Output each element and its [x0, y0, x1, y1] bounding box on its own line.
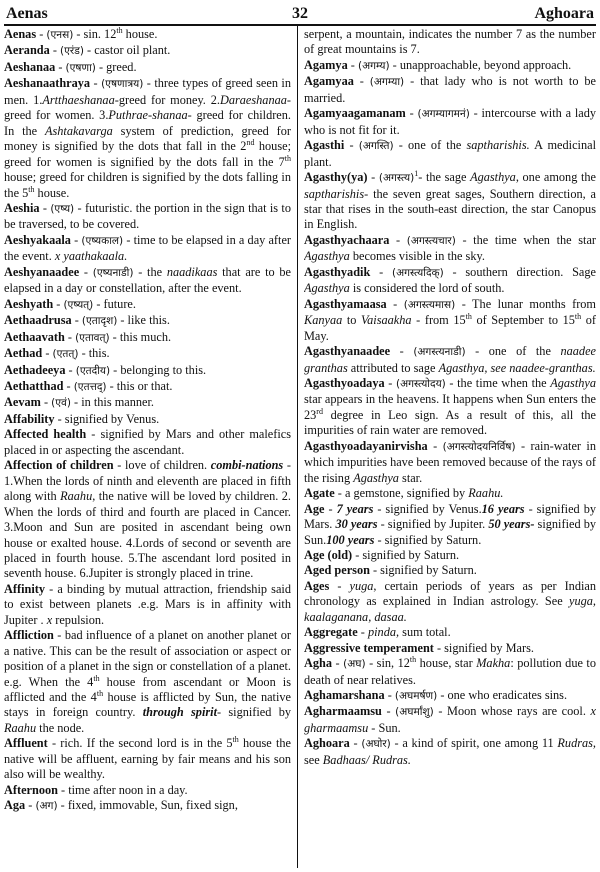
- dictionary-entry: [4, 363, 291, 379]
- devanagari-term: (एतदीय): [75, 364, 111, 377]
- dictionary-entry: [304, 376, 596, 439]
- dictionary-entry: [4, 330, 291, 346]
- entry-headword: Affinity: [4, 581, 45, 596]
- entry-headword: Aenas: [4, 27, 37, 41]
- entry-headword: Agasthi: [304, 138, 345, 153]
- dictionary-entry: [4, 43, 291, 59]
- entry-text: - intercourse with a lady who is not fit for it.: [304, 106, 596, 137]
- entry-text: - belonging to this.: [110, 362, 207, 377]
- entry-text: 100 years: [326, 532, 375, 547]
- dictionary-entry: [304, 74, 596, 106]
- entry-text: - rich. If the second lord is in the 5: [47, 736, 233, 751]
- dictionary-entry: [4, 76, 291, 201]
- entry-text: - this much.: [109, 329, 172, 344]
- entry-text: Rudras,: [557, 736, 596, 751]
- devanagari-term: (अगस्त्योदयनिर्विष): [442, 440, 516, 453]
- entry-text: - that lady who is not worth to be married.: [304, 74, 596, 105]
- entry-text: -: [70, 232, 82, 247]
- entry-headword: Aethatthad: [4, 378, 64, 393]
- entry-text: house is afflicted by Sun, the native stays in foreign country.: [4, 690, 291, 720]
- entry-text: system of prediction, greed for money is signified by the dots that fall in the 2: [4, 123, 291, 154]
- devanagari-term: (अगम्य): [357, 59, 390, 72]
- dictionary-entry: [304, 58, 596, 74]
- entry-text: Kanyaa: [304, 313, 343, 328]
- devanagari-term: (अगस्ति): [358, 140, 394, 153]
- entry-text: th: [284, 153, 291, 163]
- entry-text: - from 15: [411, 313, 466, 328]
- entry-text: naadikaas: [166, 264, 218, 279]
- entry-headword: Aeshanaa: [4, 59, 56, 74]
- entry-text: -: [71, 313, 82, 328]
- entry-text: - rain-water in which impurities have been removed because of the rays of the rising: [304, 438, 596, 485]
- entry-text: - 1.When the lords of ninth and eleventh are placed in fifth along with: [4, 458, 291, 504]
- entry-text: -: [64, 329, 76, 344]
- entry-text: Makha: [476, 656, 511, 671]
- entry-text: yuga, kaalaganana, dasaa.: [304, 594, 596, 624]
- entry-headword: Agasthyoadaya: [304, 375, 385, 390]
- entry-headword: Affection of children: [4, 458, 114, 473]
- entry-text: -: [353, 74, 370, 89]
- entry-text: : pollution due to death of near relatives.: [304, 656, 596, 687]
- entry-text: -: [389, 232, 407, 247]
- page-number: 32: [292, 5, 308, 22]
- dictionary-entry: [4, 346, 291, 362]
- entry-headword: Agasthyadik: [304, 264, 371, 279]
- entry-text: -: [357, 625, 368, 640]
- dictionary-entry: [4, 60, 291, 76]
- entry-text: -greed for women. 3.: [4, 92, 291, 123]
- entry-text: - signified by Saturn.: [369, 563, 477, 578]
- dictionary-entry: [4, 313, 291, 329]
- entry-text: - signified by Mars and other malefics placed in or aspecting the ascendant.: [4, 427, 291, 457]
- entry-headword: Agasthyoadayanirvisha: [304, 438, 428, 453]
- entry-text: is considered the lord of south.: [349, 281, 505, 296]
- dictionary-entry: [304, 344, 596, 376]
- entry-text: - bad influence of a planet on another planet or a native. This can be the result of association or aspect or position of a planet in the sign or constellation of a planet. e.g. When the 4: [4, 628, 291, 689]
- right-column: [304, 27, 596, 872]
- entry-text: see: [304, 752, 323, 767]
- dictionary-entry: [304, 233, 596, 265]
- entry-text: the node.: [36, 720, 85, 735]
- devanagari-term: (अग): [35, 800, 58, 813]
- entry-text: -: [347, 57, 358, 72]
- column-divider: [297, 26, 298, 868]
- dictionary-entry: [304, 704, 596, 736]
- header-first-entry: Aenas: [6, 5, 48, 22]
- entry-text: - Sun.: [368, 720, 401, 735]
- dictionary-entry: [4, 798, 291, 814]
- entry-text: 50 years-: [488, 517, 535, 532]
- entry-text: Agasthya, see naadee-granthas.: [438, 360, 596, 375]
- dictionary-entry: [304, 579, 596, 625]
- entry-text: - signified by Saturn.: [352, 547, 460, 562]
- entry-text: -: [49, 43, 61, 58]
- entry-headword: Affected health: [4, 427, 87, 442]
- entry-text: - the time when the star: [455, 232, 596, 247]
- entry-headword: Age (old): [304, 547, 353, 562]
- entry-text: of May.: [304, 313, 596, 343]
- dictionary-entry: [4, 395, 291, 411]
- entry-text: -: [42, 346, 53, 361]
- devanagari-term: (एतादृश): [81, 315, 118, 328]
- dictionary-entry: [4, 233, 291, 265]
- dictionary-entry: [304, 170, 596, 233]
- entry-text: x yaathakaala.: [54, 249, 128, 264]
- entry-text: rd: [316, 406, 323, 416]
- entry-text: 30 years: [335, 517, 378, 532]
- entry-text: - three types of greed seen in men. 1.: [4, 76, 291, 107]
- entry-text: Agasthya: [470, 170, 516, 185]
- page-header: [4, 0, 596, 26]
- dictionary-entry: [304, 486, 596, 501]
- entry-text: -: [386, 296, 404, 311]
- entry-text: -: [53, 296, 64, 311]
- dictionary-entry: [304, 641, 596, 656]
- dictionary-entry: [304, 27, 596, 58]
- entry-text: Agasthya: [550, 375, 596, 390]
- entry-headword: Affliction: [4, 628, 54, 643]
- entry-headword: Agasthyamaasa: [304, 296, 387, 311]
- entry-text: - greed for children. In the: [4, 108, 291, 138]
- entry-text: -: [329, 578, 350, 593]
- entry-text: -: [384, 688, 395, 703]
- entry-text: Badhaas/ Rudras.: [322, 752, 411, 767]
- entry-text: becomes visible in the sky.: [349, 249, 485, 264]
- entry-text: of September to 15: [471, 313, 575, 328]
- entry-headword: Afternoon: [4, 782, 58, 797]
- entry-text: house.: [122, 27, 158, 41]
- entry-text: sum total.: [399, 625, 451, 640]
- entry-text: -: [90, 76, 102, 91]
- entry-text: - signified by Venus.: [373, 501, 482, 516]
- entry-text: , the native will be loved by children. 2. When the lords of third and fourth are placed in Cancer. 3.Moon and Sun are posited in ascendant being own house or exalted house. 4.Lords of second or seventh are placed in fourth house. 5.The ascendant lord posited in seventh house. 6.Jupiter is strongly placed in trine.: [4, 489, 291, 581]
- devanagari-term: (अगस्त्यनाडी): [413, 346, 466, 359]
- entry-headword: Aethaadrusa: [4, 313, 72, 328]
- entry-text: -: [344, 138, 359, 153]
- entry-headword: Aga: [4, 798, 26, 813]
- entry-text: -: [79, 264, 93, 279]
- entry-headword: Agamyaagamanam: [304, 106, 406, 121]
- entry-headword: Aeshyakaala: [4, 232, 71, 247]
- devanagari-term: (अगस्त्योदय): [396, 377, 446, 390]
- devanagari-term: (एतत्): [52, 348, 79, 361]
- dictionary-entry: [304, 297, 596, 344]
- entry-text: that are to be elapsed in a day or constellation, after the event.: [4, 264, 291, 296]
- entry-text: -: [405, 106, 418, 121]
- entry-text: - sin, 12: [365, 656, 410, 671]
- entry-text: -: [367, 170, 379, 185]
- entry-text: pinda,: [367, 625, 400, 640]
- entry-text: -: [65, 362, 76, 377]
- entry-text: Artthaeshanaa: [42, 92, 115, 107]
- dictionary-entry: [304, 502, 596, 548]
- entry-text: th: [96, 688, 104, 698]
- entry-text: - in this manner.: [70, 395, 154, 410]
- entry-headword: Affluent: [4, 736, 48, 751]
- entry-text: x gharmaamsu: [304, 704, 596, 735]
- entry-text: -: [384, 375, 397, 390]
- entry-headword: Ages: [304, 578, 330, 593]
- entry-text: - this or that.: [106, 378, 173, 393]
- entry-text: th: [409, 655, 417, 665]
- entry-headword: Aethaavath: [4, 329, 65, 344]
- entry-text: house; greed for women is signified by the dots fall in the 7: [4, 139, 291, 169]
- entry-text: - signified by: [216, 705, 291, 720]
- dictionary-entry: [304, 548, 596, 563]
- dictionary-entry: [4, 27, 291, 43]
- entry-text: th: [28, 184, 35, 194]
- dictionary-entry: [4, 379, 291, 395]
- devanagari-term: (एष्यकाल): [81, 234, 124, 247]
- left-column: [4, 27, 291, 872]
- entry-text: - fixed, immovable, Sun, fixed sign,: [57, 798, 238, 813]
- entry-text: -: [25, 798, 36, 813]
- entry-text: Daraeshanaa: [219, 92, 287, 107]
- entry-text: -: [40, 395, 52, 410]
- entry-text: Ashtakavarga: [44, 123, 113, 138]
- entry-text: repulsion.: [52, 612, 105, 627]
- entry-text: th: [574, 312, 582, 322]
- entry-text: combi-nations: [210, 458, 284, 473]
- entry-text: -: [381, 704, 396, 719]
- entry-headword: Aged person: [304, 563, 370, 578]
- dictionary-entry: [4, 297, 291, 313]
- entry-text: -greed for money. 2.: [114, 92, 220, 107]
- dictionary-entry: [304, 106, 596, 138]
- entry-text: - signified by Mars.: [433, 640, 534, 655]
- entry-text: star appears in the heavens. It happens when Sun enters the 23: [304, 392, 596, 422]
- entry-text: 16 years: [481, 501, 525, 516]
- entry-text: star.: [398, 470, 423, 485]
- entry-text: - this.: [78, 346, 110, 361]
- entry-text: - time after noon in a day.: [57, 782, 188, 797]
- devanagari-term: (अगम्यागमनं): [417, 108, 470, 121]
- devanagari-term: (अघोर): [361, 738, 391, 751]
- entry-headword: Agha: [304, 656, 333, 671]
- entry-text: - a kind of spirit, one among 11: [390, 736, 558, 751]
- entry-text: naadee granthas: [304, 344, 596, 375]
- entry-headword: Aeshyanaadee: [4, 264, 80, 279]
- entry-text: house; greed for children is signified by the dots falling in the 5: [4, 170, 291, 200]
- entry-headword: Aevam: [4, 395, 41, 410]
- entry-text: - one of the: [393, 138, 467, 153]
- devanagari-term: (एतत्तद्): [73, 380, 107, 393]
- dictionary-entry: [4, 736, 291, 782]
- entry-text: -: [39, 200, 51, 215]
- entry-text: - signified by Venus.: [54, 411, 160, 426]
- devanagari-term: (एषणा): [65, 61, 96, 74]
- entry-text: Vaisaakha: [361, 313, 412, 328]
- entry-text: - sin. 12: [73, 27, 117, 41]
- entry-text: -: [390, 344, 414, 359]
- entry-text: -: [370, 264, 392, 279]
- dictionary-entry: [4, 412, 291, 427]
- entry-text: -: [36, 27, 47, 41]
- entry-headword: Agamyaa: [304, 74, 354, 89]
- devanagari-term: (एष्यनाडी): [92, 266, 134, 279]
- entry-text: saptharishis.: [466, 138, 530, 153]
- dictionary-entry: [304, 625, 596, 640]
- devanagari-term: (अगम्या): [369, 76, 405, 89]
- entry-text: - one of the: [465, 344, 561, 359]
- entry-text: degree in Leo sign. As a result of this, all the impurities of rain water are removed.: [304, 407, 596, 438]
- entry-text: - southern direction. Sage: [443, 264, 596, 279]
- dictionary-entry: [304, 265, 596, 297]
- devanagari-term: (एनस): [46, 29, 74, 41]
- entry-text: - The lunar months from: [455, 296, 596, 311]
- entry-headword: Aeshyath: [4, 296, 54, 311]
- dictionary-entry: [304, 439, 596, 486]
- dictionary-entry: [4, 783, 291, 798]
- entry-text: Agasthya: [304, 281, 350, 296]
- dictionary-entry: [304, 563, 596, 578]
- entry-text: yuga: [349, 578, 374, 593]
- dictionary-entry: [4, 265, 291, 297]
- entry-text: -: [324, 501, 337, 516]
- dictionary-entry: [304, 138, 596, 170]
- entry-text: - the sage: [418, 170, 471, 185]
- entry-text: -: [63, 378, 74, 393]
- entry-text: nd: [246, 138, 255, 148]
- devanagari-term: (अघर्मांशु): [395, 706, 434, 719]
- entry-headword: Agasthyachaara: [304, 232, 390, 247]
- entry-text: house from ascendant or Moon is afflicted and the 4: [4, 674, 291, 705]
- entry-text: - signified by Mars.: [304, 501, 596, 532]
- entry-text: th: [116, 27, 123, 35]
- entry-text: - a gemstone, signified by: [334, 486, 469, 501]
- devanagari-term: (एष्य): [50, 202, 75, 215]
- entry-headword: Agate: [304, 486, 335, 501]
- entry-headword: Agasthyanaadee: [304, 344, 391, 359]
- entry-text: - Moon whose rays are cool.: [433, 704, 591, 719]
- entry-text: saptharishis: [304, 186, 365, 201]
- entry-text: - signified by Jupiter.: [377, 517, 489, 532]
- entry-text: - one who eradicates sins.: [437, 688, 568, 703]
- entry-headword: Aeranda: [4, 43, 50, 58]
- devanagari-term: (अघमर्षण): [394, 690, 438, 703]
- entry-text: , one among the: [515, 170, 596, 185]
- entry-text: -: [427, 438, 443, 453]
- entry-text: signified by Sun.: [304, 517, 596, 547]
- entry-text: house.: [34, 185, 70, 200]
- entry-text: -: [55, 59, 66, 74]
- entry-text: house, star: [416, 656, 477, 671]
- entry-text: - the seven great sages, Southern direction, a star that rises in the south-east direction, the star Canopus in English.: [304, 186, 596, 232]
- dictionary-entry: [4, 628, 291, 736]
- entry-text: - the time when the: [445, 375, 551, 390]
- entry-headword: Aethadeeya: [4, 362, 66, 377]
- entry-text: 1: [414, 168, 419, 178]
- devanagari-term: (अगस्त्यचार): [406, 234, 456, 247]
- devanagari-term: (एतावत्): [75, 331, 110, 344]
- entry-headword: Aghamarshana: [304, 688, 385, 703]
- devanagari-term: (एषणात्रय): [101, 78, 144, 91]
- devanagari-term: (अगस्त्य): [378, 172, 415, 185]
- dictionary-entry: [4, 427, 291, 458]
- devanagari-term: (एष्यत्): [63, 298, 94, 311]
- dictionary-entry: [304, 736, 596, 768]
- entry-text: - greed.: [95, 59, 137, 74]
- entry-text: through spirit: [142, 705, 217, 720]
- entry-headword: Aeshia: [4, 200, 40, 215]
- entry-headword: Aethad: [4, 346, 43, 361]
- dictionary-entry: [4, 201, 291, 233]
- entry-text: th: [93, 673, 100, 683]
- entry-text: -: [349, 736, 362, 751]
- entry-headword: Agharmaamsu: [304, 704, 382, 719]
- devanagari-term: (एवं): [51, 397, 71, 410]
- entry-text: - the: [133, 264, 167, 279]
- entry-headword: Aggregate: [304, 625, 358, 640]
- devanagari-term: (अगस्त्यदिक्): [391, 266, 444, 279]
- entry-text: - castor oil plant.: [83, 43, 171, 58]
- entry-text: attributed to sage: [347, 360, 439, 375]
- entry-headword: Age: [304, 501, 325, 516]
- entry-headword: Agamya: [304, 57, 348, 72]
- entry-text: - like this.: [117, 313, 170, 328]
- entry-headword: Aggressive temperament: [304, 640, 434, 655]
- dictionary-entry: [4, 458, 291, 582]
- entry-text: Raahu: [4, 720, 37, 735]
- entry-text: Raahu: [60, 489, 93, 504]
- entry-text: - love of children.: [113, 458, 211, 473]
- entry-headword: Affability: [4, 411, 55, 426]
- entry-text: - time to be elapsed in a day after the event.: [4, 232, 291, 264]
- dictionary-entry: [4, 582, 291, 628]
- entry-text: to: [342, 313, 362, 328]
- entry-text: Puthrae-shanaa: [108, 108, 188, 123]
- entry-text: , certain periods of years as per Indian chronology as explained in Indian astrology. See: [304, 578, 596, 609]
- entry-text: house the native will be affluent, earning by fair means and his son also will be wealthy.: [4, 736, 291, 782]
- devanagari-term: (एरंड): [60, 45, 84, 58]
- entry-text: Raahu.: [468, 486, 504, 501]
- entry-text: A medicinal plant.: [304, 138, 596, 169]
- entry-headword: Agasthy(ya): [304, 170, 368, 185]
- entry-headword: Aeshanaathraya: [4, 76, 91, 91]
- entry-text: - futuristic. the portion in the sign that is to be traversed, to be covered.: [4, 200, 291, 232]
- entry-text: - a binding by mutual attraction, friendship said to exist between planets .e.g. Mars is in affinity with Jupiter .: [4, 581, 291, 627]
- entry-text: th: [465, 312, 472, 322]
- entry-text: x: [46, 612, 53, 627]
- devanagari-term: (अघ): [343, 658, 366, 671]
- entry-text: Agasthya: [304, 249, 350, 264]
- devanagari-term: (अगस्त्यमास): [403, 298, 456, 311]
- entry-text: -: [332, 656, 344, 671]
- entry-text: Agasthya: [353, 470, 399, 485]
- entry-text: serpent, a mountain, indicates the number 7 as the number of great mountains is 7.: [304, 27, 596, 57]
- header-last-entry: Aghoara: [534, 5, 594, 22]
- entry-headword: Aghoara: [304, 736, 350, 751]
- entry-text: - future.: [93, 296, 136, 311]
- dictionary-entry: [304, 656, 596, 688]
- entry-text: - unapproachable, beyond approach.: [389, 57, 572, 72]
- entry-text: th: [232, 735, 239, 745]
- entry-text: - signified by Saturn.: [374, 532, 482, 547]
- dictionary-entry: [304, 688, 596, 704]
- entry-text: 7 years: [336, 501, 374, 516]
